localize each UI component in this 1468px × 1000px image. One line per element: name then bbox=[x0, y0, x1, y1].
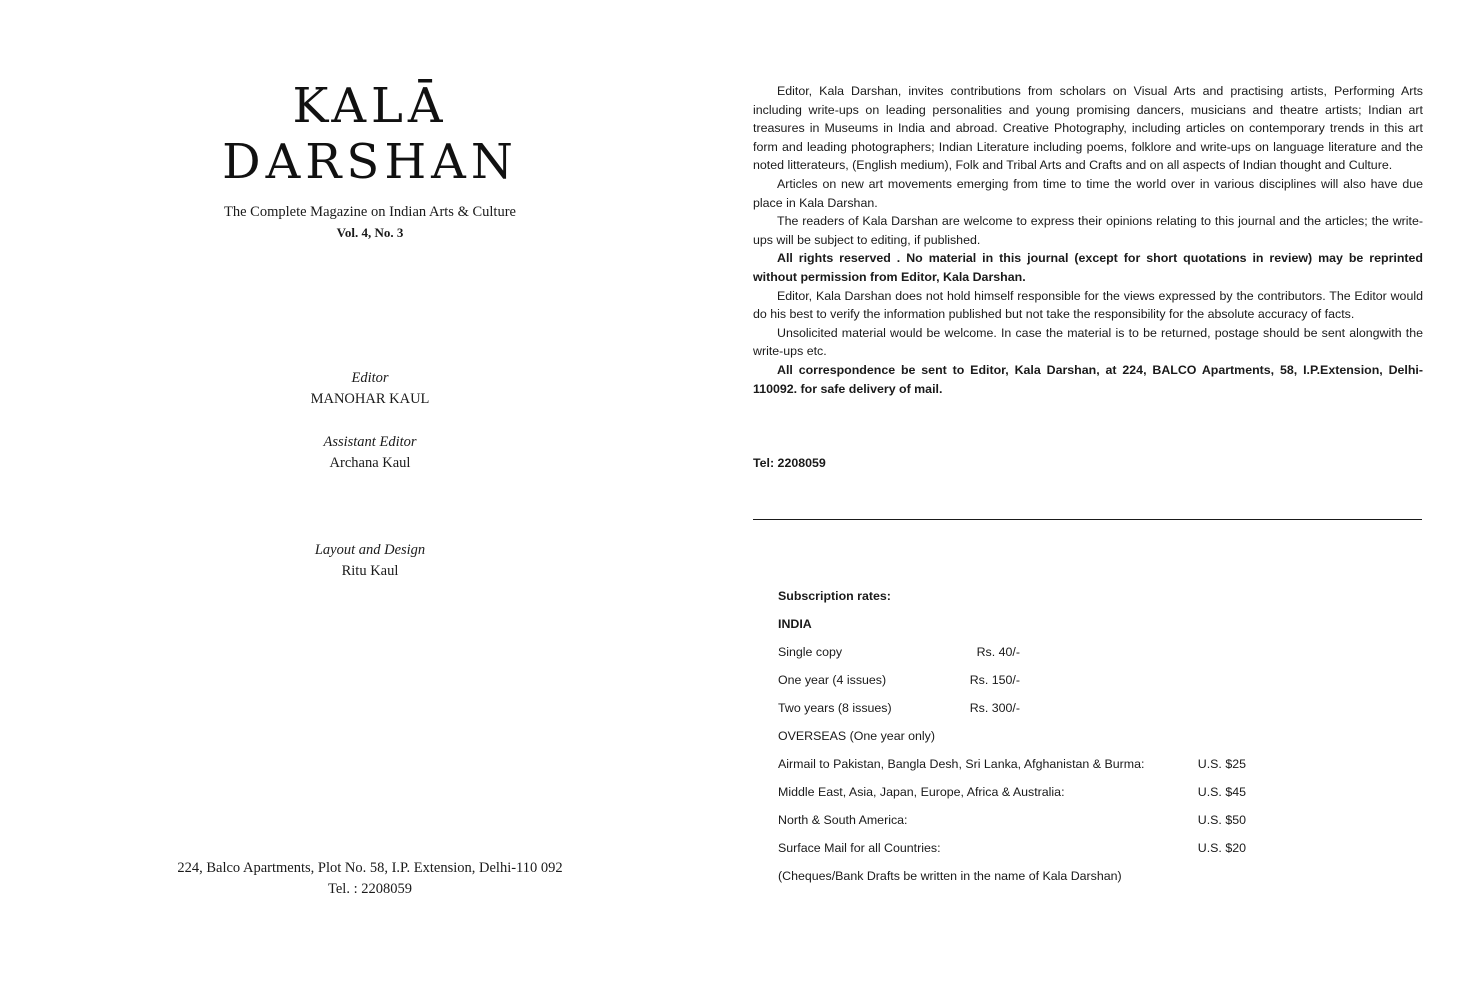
credit-role: Assistant Editor bbox=[323, 434, 417, 450]
rate-row bbox=[778, 642, 1378, 670]
section-divider bbox=[753, 519, 1422, 520]
rate-amount: Rs. 40/- bbox=[976, 645, 1020, 659]
rate-row bbox=[778, 838, 1378, 866]
rate-row bbox=[778, 698, 1378, 726]
paragraph-reader-opinions: The readers of Kala Darshan are welcome to express their opinions relating to this journal and the articles; the write-ups will be subject to editing, if published. bbox=[753, 214, 1423, 247]
paragraph-rights-reserved: All rights reserved . No material in this journal (except for short quotations in review) may be reprinted without permission from Editor, Kala Darshan. bbox=[753, 251, 1423, 284]
credit-layout-design bbox=[220, 540, 520, 582]
rate-label: Two years (8 issues) bbox=[778, 701, 892, 715]
paragraph-contributions: Editor, Kala Darshan, invites contributions from scholars on Visual Arts and practising artists, Performing Arts including write-ups on leading personalities and young promising dancers, musicians and theatre artists; Indian art treasures in Museums in India and abroad. Creative Photography, including articles on contemporary trends in this art form and leading photographers; Indian Literature including poems, folklore and write-ups on language literature and the noted litterateurs, (English medium), Folk and Tribal Arts and Crafts and on all aspects of Indian thought and Culture. bbox=[753, 84, 1423, 173]
paragraph-art-movements: Articles on new art movements emerging from time to time the world over in various disciplines will also have due place in Kala Darshan. bbox=[753, 176, 1423, 210]
credit-role: Editor bbox=[351, 370, 389, 386]
rate-label: Surface Mail for all Countries: bbox=[778, 841, 941, 855]
rate-row bbox=[778, 754, 1378, 782]
india-heading: INDIA bbox=[778, 617, 812, 631]
subscription-rates bbox=[778, 586, 1378, 894]
masthead-line-1: KALĀ bbox=[292, 78, 448, 134]
rate-label: Airmail to Pakistan, Bangla Desh, Sri Lanka, Afghanistan & Burma: bbox=[778, 757, 1145, 771]
rate-label: Single copy bbox=[778, 645, 843, 659]
rate-row bbox=[778, 810, 1378, 838]
rate-label: One year (4 issues) bbox=[778, 673, 887, 687]
rate-label: North & South America: bbox=[778, 813, 908, 827]
paragraph-unsolicited: Unsolicited material would be welcome. In case the material is to be returned, postage should be sent alongwith the write-ups etc. bbox=[753, 325, 1423, 359]
masthead-line-2: DARSHAN bbox=[222, 134, 518, 190]
masthead bbox=[190, 78, 550, 190]
rate-amount: U.S. $25 bbox=[1197, 757, 1246, 771]
publisher-address: 224, Balco Apartments, Plot No. 58, I.P. Extension, Delhi-110 092 bbox=[177, 860, 563, 876]
right-page bbox=[740, 0, 1468, 1000]
rate-amount: U.S. $20 bbox=[1197, 841, 1246, 855]
payment-note: (Cheques/Bank Drafts be written in the name of Kala Darshan) bbox=[778, 869, 1122, 883]
rate-row bbox=[778, 670, 1378, 698]
subscription-heading: Subscription rates: bbox=[778, 589, 891, 603]
credit-name: Archana Kaul bbox=[329, 455, 411, 471]
volume-number: Vol. 4, No. 3 bbox=[336, 225, 404, 240]
overseas-heading: OVERSEAS (One year only) bbox=[778, 729, 936, 743]
paragraph-disclaimer: Editor, Kala Darshan does not hold himself responsible for the views expressed by the contributors. The Editor would do his best to verify the information published but not take the responsibility for the absolute accuracy of facts. bbox=[753, 288, 1423, 322]
magazine-subtitle: The Complete Magazine on Indian Arts & Culture bbox=[224, 204, 516, 220]
rate-amount: U.S. $50 bbox=[1197, 813, 1246, 827]
credit-role: Layout and Design bbox=[314, 542, 426, 558]
credit-editor bbox=[220, 368, 520, 410]
publisher-telephone: Tel. : 2208059 bbox=[328, 881, 412, 897]
paragraph-correspondence: All correspondence be sent to Editor, Kala Darshan, at 224, BALCO Apartments, 58, I.P.Extension, Delhi-110092. for safe delivery of mail. bbox=[753, 362, 1423, 396]
editor-telephone: Tel: 2208059 bbox=[753, 456, 826, 470]
credit-name: Ritu Kaul bbox=[341, 563, 399, 579]
editorial-notice bbox=[753, 82, 1423, 398]
publisher-address-block bbox=[100, 858, 640, 900]
rate-amount: Rs. 150/- bbox=[969, 673, 1020, 687]
credit-name: MANOHAR KAUL bbox=[310, 391, 430, 407]
rate-label: Middle East, Asia, Japan, Europe, Africa & Australia: bbox=[778, 785, 1065, 799]
credit-assistant-editor bbox=[220, 432, 520, 474]
rate-row bbox=[778, 782, 1378, 810]
rate-amount: Rs. 300/- bbox=[969, 701, 1020, 715]
rate-amount: U.S. $45 bbox=[1197, 785, 1246, 799]
